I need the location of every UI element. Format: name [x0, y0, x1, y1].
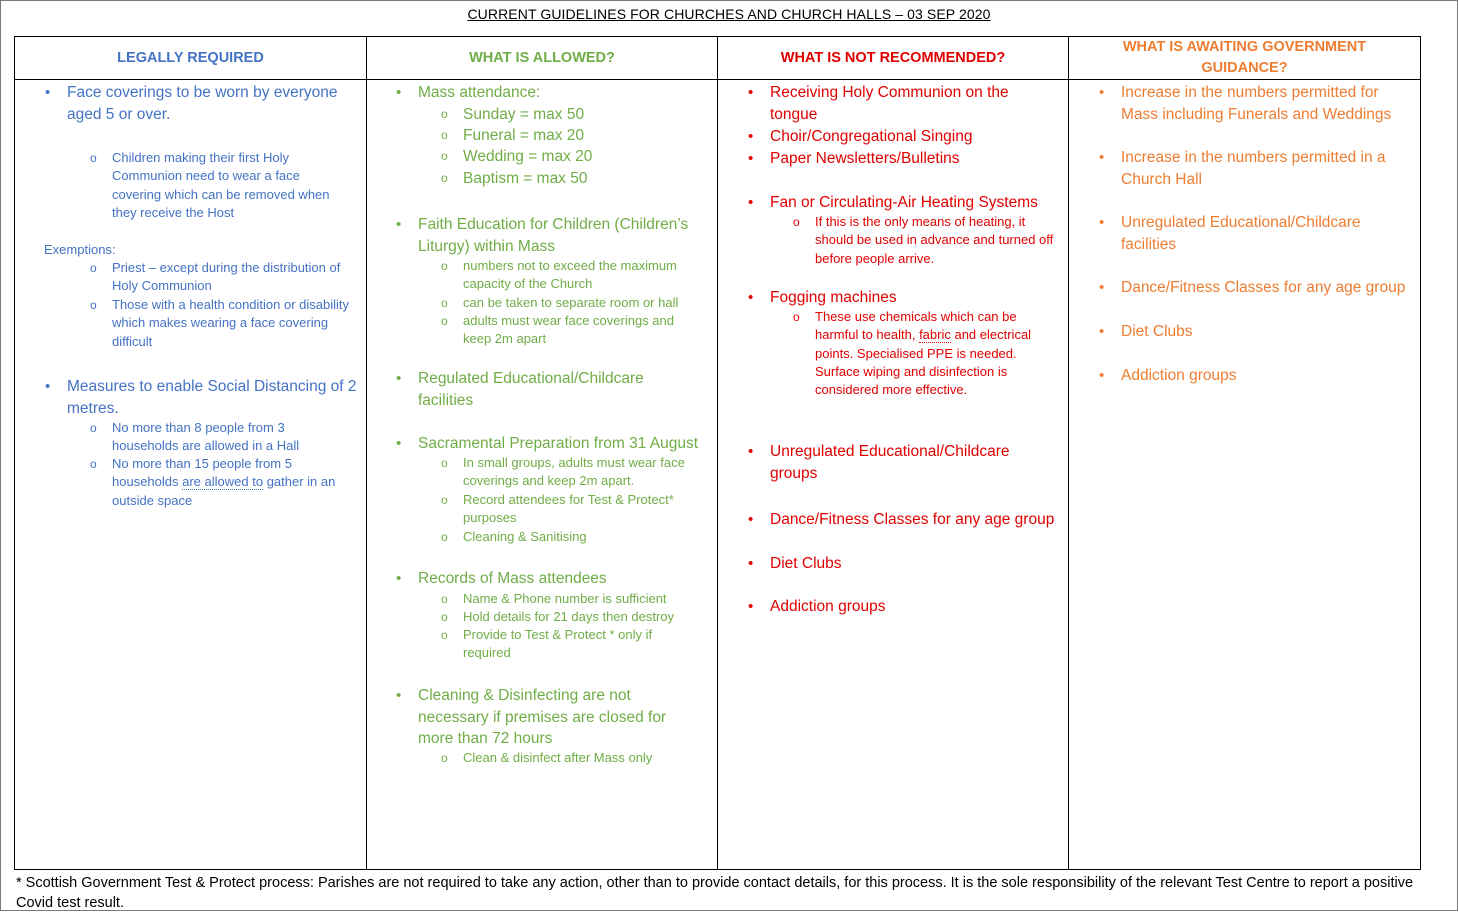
sub-item-heating-advance: o If this is the only means of heating, it should be used in advance and turned off before people arrive. [815, 213, 1055, 268]
column-not-recommended [718, 80, 1069, 870]
footnote: * Scottish Government Test & Protect process: Parishes are not required to take any action, other than to provide contact details, for this process. It is the sole responsibility of the relevant Test Centre to report a positive Covid test result. [16, 875, 1414, 911]
sub-item-name-phone: o Name & Phone number is sufficient [463, 590, 703, 608]
list-item-sacramental-preparation: • Sacramental Preparation from 31 August [418, 433, 714, 455]
list-item-newsletters: • Paper Newsletters/Bulletins [770, 148, 1060, 170]
sub-item-capacity: o numbers not to exceed the maximum capacity of the Church [463, 257, 703, 294]
list-item-addiction-groups: • Addiction groups [1121, 365, 1411, 387]
sub-item-sunday: o Sunday = max 50 [463, 104, 584, 126]
column-legally-required [15, 80, 367, 870]
header-what-is-allowed: WHAT IS ALLOWED? [367, 37, 718, 80]
list-item-diet-clubs: • Diet Clubs [1121, 321, 1411, 343]
sub-item-separate-room: o can be taken to separate room or hall [463, 294, 703, 312]
sub-item-baptism: o Baptism = max 50 [463, 168, 587, 190]
sub-item-exemption-health: o Those with a health condition or disability which makes wearing a face covering difficult [112, 296, 352, 351]
sub-item-small-groups: o In small groups, adults must wear face coverings and keep 2m apart. [463, 454, 708, 491]
sub-item-provide-to-test: o Provide to Test & Protect * only if required [463, 626, 688, 663]
column-awaiting-guidance [1069, 80, 1421, 870]
list-item-mass-attendance: • Mass attendance: [418, 82, 708, 104]
list-item-diet-clubs: • Diet Clubs [770, 553, 1060, 575]
page-title: CURRENT GUIDELINES FOR CHURCHES AND CHURCH HALLS – 03 SEP 2020 [467, 6, 991, 22]
list-item-fogging-machines: • Fogging machines [770, 287, 1060, 309]
list-item-communion-tongue: • Receiving Holy Communion on the tongue [770, 82, 1040, 125]
sub-item-clean-after-mass: o Clean & disinfect after Mass only [463, 749, 703, 767]
header-legally-required: LEGALLY REQUIRED [15, 37, 367, 80]
sub-item-fogging-chemicals: o These use chemicals which can be harmful to health, fabric and electrical points. Specialised PPE is needed. Surface wiping and disinfection is considered more effective. [815, 308, 1055, 399]
list-item-faith-education: • Faith Education for Children (Children’s Liturgy) within Mass [418, 214, 708, 257]
list-item-hall-numbers: • Increase in the numbers permitted in a Church Hall [1121, 147, 1406, 190]
list-item-face-coverings: • Face coverings to be worn by everyone aged 5 or over. [67, 82, 357, 125]
sub-item-first-communion: o Children making their first Holy Communion need to wear a face covering which can be removed when they receive the Host [112, 149, 352, 222]
guidelines-table [14, 36, 1421, 870]
list-item-dance-fitness: • Dance/Fitness Classes for any age group [770, 509, 1065, 531]
list-item-social-distancing: • Measures to enable Social Distancing of 2 metres. [67, 376, 362, 419]
sub-item-record-attendees: o Record attendees for Test & Protect* purposes [463, 491, 703, 528]
list-item-mass-numbers: • Increase in the numbers permitted for Mass including Funerals and Weddings [1121, 82, 1406, 125]
list-item-unregulated-facilities: • Unregulated Educational/Childcare facilities [1121, 212, 1381, 255]
sub-item-hold-details: o Hold details for 21 days then destroy [463, 608, 703, 626]
sub-item-adults-apart: o adults must wear face coverings and keep 2m apart [463, 312, 703, 349]
list-item-regulated-facilities: • Regulated Educational/Childcare facilities [418, 368, 678, 411]
sub-item-cleaning-sanitising: o Cleaning & Sanitising [463, 528, 703, 546]
column-what-is-allowed [367, 80, 718, 870]
sub-item-exemption-priest: o Priest – except during the distribution of Holy Communion [112, 259, 364, 296]
list-item-records-of-attendees: • Records of Mass attendees [418, 568, 708, 590]
list-item-dance-fitness: • Dance/Fitness Classes for any age group [1121, 277, 1416, 299]
sub-item-wedding: o Wedding = max 20 [463, 146, 592, 168]
list-item-cleaning-disinfecting: • Cleaning & Disinfecting are not necessary if premises are closed for more than 72 hours [418, 685, 688, 750]
sub-item-funeral: o Funeral = max 20 [463, 125, 584, 147]
list-item-heating-systems: • Fan or Circulating-Air Heating Systems [770, 192, 1065, 214]
list-item-singing: • Choir/Congregational Singing [770, 126, 1060, 148]
header-not-recommended: WHAT IS NOT RECOMMENDED? [718, 37, 1069, 80]
header-awaiting-guidance: WHAT IS AWAITING GOVERNMENT GUIDANCE? [1069, 37, 1421, 80]
sub-item-outside-limit: o No more than 15 people from 5 households are allowed to gather in an outside space [112, 455, 357, 510]
list-item-addiction-groups: • Addiction groups [770, 596, 1060, 618]
list-item-unregulated-groups: • Unregulated Educational/Childcare groups [770, 441, 1050, 484]
exemptions-label: Exemptions: [44, 242, 116, 257]
sub-item-hall-limit: o No more than 8 people from 3 households are allowed in a Hall [112, 419, 317, 456]
